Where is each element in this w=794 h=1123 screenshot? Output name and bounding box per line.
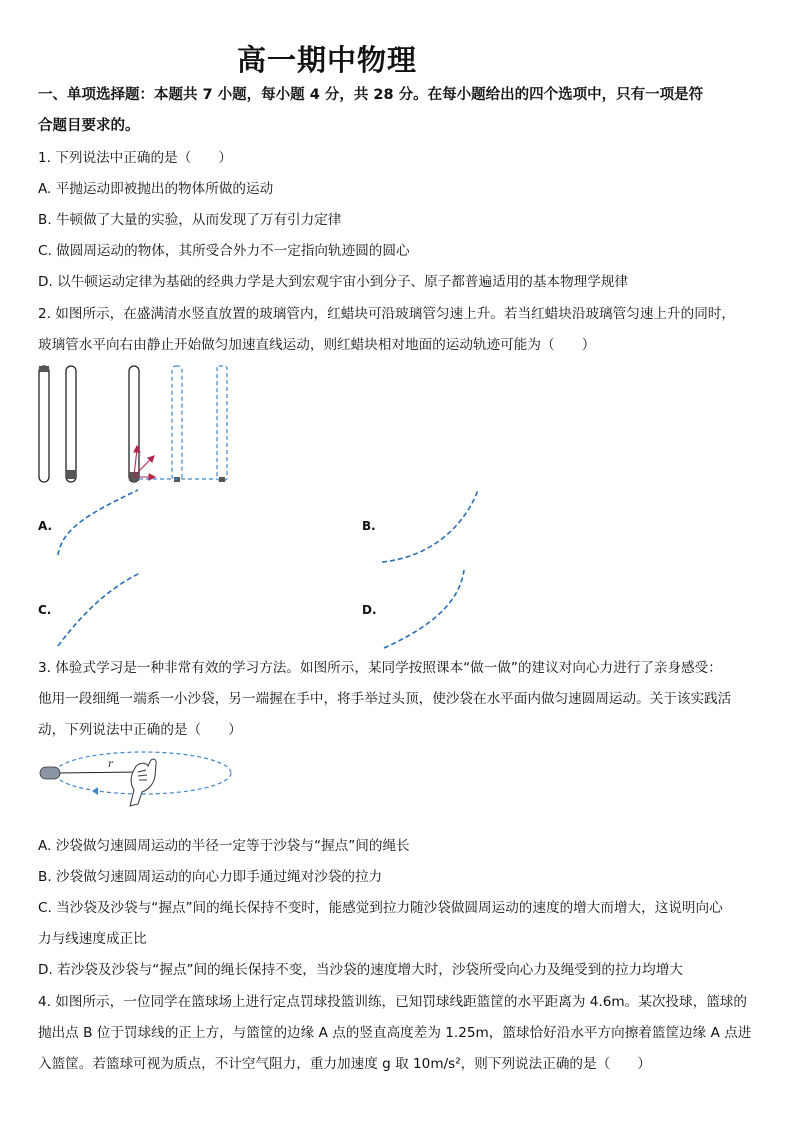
q3-option-c-line2: 力与线速度成正比 [38,931,147,947]
q2-stem-line1: 2. 如图所示，在盛满清水竖直放置的玻璃管内，红蜡块可沿玻璃管匀速上升。若当红蜡块沿玻璃管匀速上升的同时， [38,306,735,322]
q3-option-b: B. 沙袋做匀速圆周运动的向心力即手通过绳对沙袋的拉力 [38,869,383,885]
q3-stem-line2: 他用一段细绳一端系一小沙袋，另一端握在手中，将手举过头顶，使沙袋在水平面内做匀速圆周运动。关于该实践活 [38,691,732,707]
q4-stem-line1: 4. 如图所示，一位同学在篮球场上进行定点罚球投篮训练，已知罚球线距篮筐的水平距离为 4.6m。某次投球，篮球的 [38,994,747,1010]
option-c-curve [58,573,140,646]
q1-option-d: D. 以牛顿运动定律为基础的经典力学是大到宏观宇宙小到分子、原子都普遍适用的基本物理学规律 [38,274,629,290]
q1-option-c: C. 做圆周运动的物体，其所受合外力不一定指向轨迹圆的圆心 [38,243,410,259]
q3-option-a: A. 沙袋做匀速圆周运动的半径一定等于沙袋与“握点”间的绳长 [38,838,410,854]
q3-option-d: D. 若沙袋及沙袋与“握点”间的绳长保持不变，当沙袋的速度增大时，沙袋所受向心力及绳受到的拉力均增大 [38,962,683,978]
option-d-curve [384,570,464,648]
page-title: 高一期中物理 [236,43,417,77]
sandbag-icon [40,767,60,779]
q3-option-c-line1: C. 当沙袋及沙袋与“握点”间的绳长保持不变时，能感觉到拉力随沙袋做圆周运动的速度的增大而增大，这说明向心 [38,900,723,916]
q2-stem-line2: 玻璃管水平向右由静止开始做匀加速直线运动，则红蜡块相对地面的运动轨迹可能为（ ） [38,337,596,353]
q2-option-d-label: D. [362,603,377,617]
q2-option-a-label: A. [38,519,53,533]
q1-option-a: A. 平抛运动即被抛出的物体所做的运动 [38,181,274,197]
option-b-curve [382,490,478,562]
q4-stem-line2: 抛出点 B 位于罚球线的正上方，与篮筐的边缘 A 点的竖直高度差为 1.25m，篮球恰好沿水平方向擦着篮筐边缘 A 点进 [38,1025,752,1041]
q2-option-c-label: C. [38,603,52,617]
option-a-curve [58,490,138,555]
glass-tube-2 [66,366,76,482]
q1-stem: 1. 下列说法中正确的是（ ） [38,150,233,166]
section-heading-line2: 合题目要求的。 [38,118,140,134]
hand-icon [130,759,156,806]
q3-stem-line1: 3. 体验式学习是一种非常有效的学习方法。如图所示，某同学按照课本“做一做”的建议对向心力进行了亲身感受： [38,660,722,676]
q1-option-b: B. 牛顿做了大量的实验，从而发现了万有引力定律 [38,212,342,228]
dashed-tube-right [217,366,227,480]
dashed-tube-middle [172,366,182,480]
q2-option-b-label: B. [362,519,376,533]
q3-sandbag-figure [30,746,240,821]
glass-tube-3 [129,366,139,482]
radius-label: r [108,759,113,770]
section-heading-line1: 一、单项选择题：本题共 7 小题，每小题 4 分，共 28 分。在每小题给出的四个选项中，只有一项是符 [38,87,704,103]
q3-stem-line3: 动，下列说法中正确的是（ ） [38,722,242,738]
glass-tube-1 [39,366,49,482]
q4-stem-line3: 入篮筐。若篮球可视为质点，不计空气阻力，重力加速度 g 取 10m/s²，则下列说法正确的是（ ） [38,1056,651,1072]
